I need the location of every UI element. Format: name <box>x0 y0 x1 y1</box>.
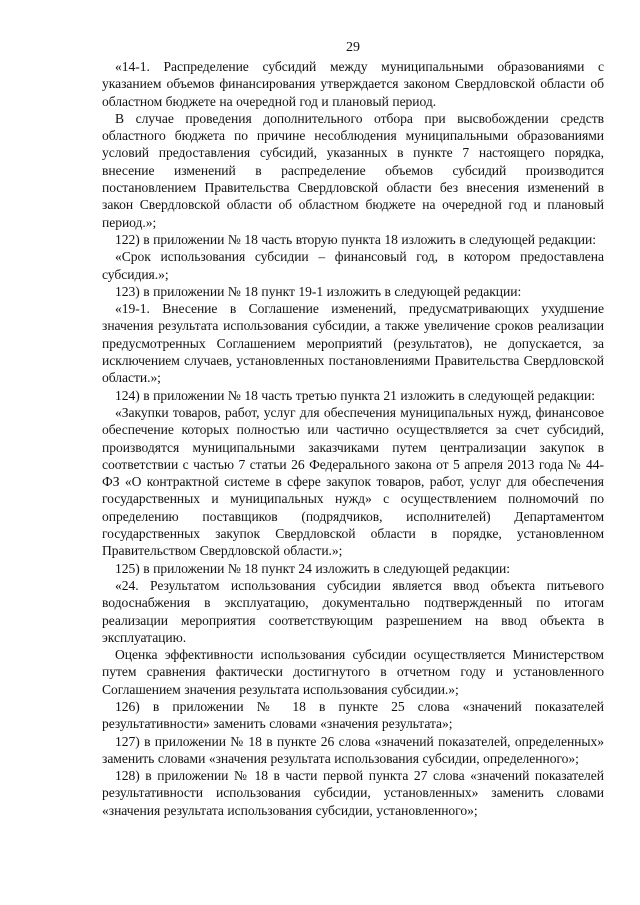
paragraph: «19-1. Внесение в Соглашение изменений, предусматривающих ухудшение значения результата использования субсидии, а также увеличение сроков реализации предусмотренных Соглашением мероприятий (результатов), не допускается, за исключением случаев, установленных постановлениями Правительства Свердловской области.»; <box>102 301 604 386</box>
paragraph: 124) в приложении № 18 часть третью пункта 21 изложить в следующей редакции: <box>115 387 595 403</box>
paragraph: 125) в приложении № 18 пункт 24 изложить в следующей редакции: <box>115 560 510 576</box>
paragraph: В случае проведения дополнительного отбора при высвобождении средств областного бюджета по причине несоблюдения муниципальными образованиями условий предоставления субсидий, указанных в пункте 7 настоящего порядка, внесение изменений в распределение объемов субсидий производится постановлением Правительства Свердловской области без внесения изменений в закон Свердловской области об областном бюджете на очередной год и плановый период.»; <box>102 110 604 230</box>
paragraph: «Срок использования субсидии – финансовый год, в котором предоставлена субсидия.»; <box>102 249 604 282</box>
paragraph: «14-1. Распределение субсидий между муниципальными образованиями с указанием объемов финансирования утверждается законом Свердловской области об областном бюджете на очередной год и плановый период. <box>102 59 604 109</box>
paragraph: «24. Результатом использования субсидии является ввод объекта питьевого водоснабжения в эксплуатацию, документально подтвержденный по итогам реализации мероприятия соответствующим разрешением на ввод объекта в эксплуатацию. <box>102 577 604 645</box>
paragraph: «Закупки товаров, работ, услуг для обеспечения муниципальных нужд, финансовое обеспечение которых полностью или частично осуществляется за счет субсидий, производятся муниципальными заказчиками путем централизации закупок в соответствии с частью 7 статьи 26 Федерального закона от 5 апреля 2013 года № 44-ФЗ «О контрактной системе в сфере закупок товаров, работ, услуг для обеспечения государственных и муниципальных нужд» с осуществлением полномочий по определению поставщиков (подрядчиков, исполнителей) Департаментом государственных закупок Свердловской области в порядке, установленном Правительством Свердловской области.»; <box>102 404 604 559</box>
paragraph: 128) в приложении № 18 в части первой пункта 27 слова «значений показателей результативности использования субсидии, установленных» заменить словами «значения результата использования субсидии, установленного»; <box>102 768 604 818</box>
paragraph: 127) в приложении № 18 в пункте 26 слова «значений показателей, определенных» заменить словами «значения результата использования субсидии, определенного»; <box>102 733 604 766</box>
paragraph: 126) в приложении № 18 в пункте 25 слова «значений показателей результативности» заменить словами «значения результата»; <box>102 698 604 732</box>
paragraph: 123) в приложении № 18 пункт 19-1 изложить в следующей редакции: <box>115 283 522 299</box>
paragraph: Оценка эффективности использования субсидии осуществляется Министерством путем сравнения фактически достигнутого в отчетном году и установленного Соглашением значения результата использования субсидии.»; <box>102 647 604 697</box>
paragraph: 122) в приложении № 18 часть вторую пункта 18 изложить в следующей редакции: <box>115 231 596 247</box>
page-number: 29 <box>346 40 360 55</box>
